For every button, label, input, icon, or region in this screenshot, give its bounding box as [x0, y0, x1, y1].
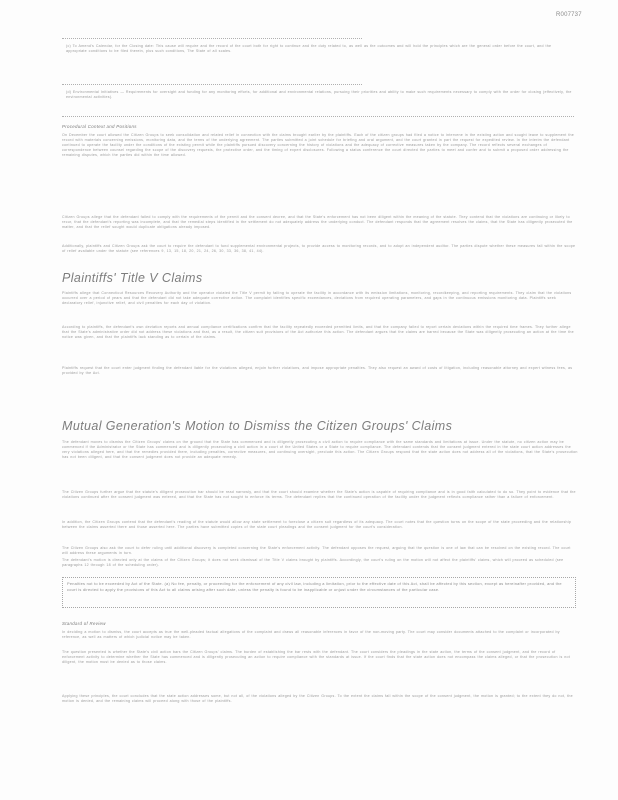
paragraph: Plaintiffs allege that Connecticut Resources Recovery Authority and the operator violated the Title V permit by failing to operate the facility in accordance with its emission limitations, monitoring, recordkeeping, and reporting requirements. They claim that the violations occurred over a period of years and that the defendant did not take adequate corrective action. The complaint identifies specific exceedances, deviations from required operating parameters, and gaps in the continuous emissions monitoring data. Plaintiffs seek declaratory relief, injunctive relief, and civil penalties for each day of violation.: [62, 291, 572, 306]
note-box: [62, 577, 576, 608]
item-divider: [62, 84, 362, 85]
list-item: (c) To Amend's Calendar, for the Closing date: This cause will require and the record of the court both for right to continue and the duty related to, as well as the outcomes and will hold the principles which are the general order before the court, and the appropriate conditions to be filed therein, plus such conditions, The State of all scales.: [66, 44, 552, 54]
paragraph: In deciding a motion to dismiss, the court accepts as true the well-pleaded factual allegations of the complaint and draws all reasonable inferences in favor of the non-moving party. The court may consider documents attached to the complaint or incorporated by reference, as well as matters of which judicial notice may be taken.: [62, 630, 560, 640]
section-heading: Mutual Generation's Motion to Dismiss the Citizen Groups' Claims: [62, 419, 453, 433]
paragraph: Additionally, plaintiffs and Citizen Groups ask the court to require the defendant to fund supplemental environmental projects, to provide access to monitoring records, and to adopt an independent auditor. The parties dispute whether these measures fall within the scope of relief available under the statute (see references 9, 13, 15, 18, 20, 21, 24, 26, 30, 33, 36, 38, 41, 44).: [62, 244, 576, 254]
paragraph: In addition, the Citizen Groups contend that the defendant's reading of the statute would allow any state settlement to foreclose a citizen suit regardless of its adequacy. The court notes that the question turns on the scope of the state proceeding and the relationship between the claims asserted there and those asserted here. The parties have submitted copies of the state court pleadings and the consent judgment for the court's consideration.: [62, 520, 572, 530]
section-subheading: Procedural Context and Positions: [62, 124, 137, 129]
list-item: (d) Environmental Initiatives — Requirements for oversight and funding for any monitoring efforts, for additional and environmental relations, pursuing their priorities and ability to make such requirements necessary to comply with the order for closing (effectively, the environmental activities).: [66, 90, 572, 100]
paragraph: The defendant moves to dismiss the Citizen Groups' claims on the ground that the State has commenced and is diligently prosecuting a civil action to require compliance with the same standards and limitations at issue. Under the statute, no citizen action may be commenced if the Administrator or the State has commenced and is diligently prosecuting a civil action in a court of the United States or a State to require compliance. The defendant contends that the consent judgment entered in the state court action addresses the very violations alleged here, and that the remedies provided there, including penalties, corrective measures, and continuing oversight, preclude this action. The Citizen Groups respond that the state action does not address all of the violations, that the State's prosecution has not been diligent, and that the consent judgment does not provide an adequate remedy.: [62, 440, 578, 460]
paragraph: The question presented is whether the State's civil action bars the Citizen Groups' claims. The burden of establishing the bar rests with the defendant. The court considers the pleadings in the state action, the terms of the consent judgment, and the record of enforcement activity to determine whether the State has commenced and is diligently prosecuting an action to require compliance with the standards at issue. If the court finds that the state action does not encompass the claims alleged, or that the prosecution is not diligent, the motion must be denied as to those claims.: [62, 650, 571, 665]
section-heading: Plaintiffs' Title V Claims: [62, 271, 203, 285]
top-divider: [62, 38, 362, 39]
paragraph: According to plaintiffs, the defendant's own deviation reports and annual compliance certifications confirm that the facility repeatedly exceeded permitted limits, and that the company failed to report certain deviations within the required time frames. They further allege that the State's administrative order did not address these violations and that, as a result, the citizen suit provisions of the Act authorize this action. The defendant argues that the claims are barred because the State was diligently prosecuting an action at the time the notice was given, and that the plaintiffs lack standing as to certain of the claims.: [62, 325, 574, 340]
section-subheading: Standard of Review: [62, 621, 106, 626]
note-text: Penalties not to be exceeded by Act of the State. (a) No fee, penalty, or proceeding for the enforcement of any civil law, including a limitation, prior to the effective date of this Act, shall be affected by this section, except as hereinafter provided, and the court is directed to apply the provisions of this Act to all claims arising after such date, unless the penalty is found to be inapplicable or unjust under the circumstances of the particular case.: [67, 581, 562, 592]
paragraph: Applying these principles, the court concludes that the state action addresses some, but not all, of the violations alleged by the Citizen Groups. To the extent the claims fall within the scope of the consent judgment, the motion is granted; to the extent they do not, the motion is denied, and the remaining claims will proceed along with those of the plaintiffs.: [62, 694, 573, 704]
paragraph: On December the court allowed the Citizen Groups to seek consolidation and related relief in connection with the claims brought earlier by the plaintiffs. Each of the citizen groups had filed a notice to intervene in the existing action and sought leave to supplement the record with materials concerning emissions, monitoring data, and the terms of the underlying agreement. The parties submitted a joint schedule for briefing and oral argument, and the court granted in part the request for expedited review. In the interim the defendant continued to operate the facility under the conditions of the existing permit while the plaintiffs pursued discovery concerning the history of violations and the adequacy of corrective measures taken by the company. The record reflects several exchanges of correspondence between counsel regarding the scope of the discovery requests, the protective order, and the timing of expert disclosures. Following a status conference the court directed the parties to meet and confer and to submit a proposed order addressing the remaining disputes, which the parties did within the time allowed.: [62, 133, 574, 158]
paragraph: Plaintiffs request that the court enter judgment finding the defendant liable for the violations alleged, enjoin further violations, and impose appropriate penalties. They also request an award of costs of litigation, including reasonable attorney and expert witness fees, as provided by the Act.: [62, 366, 573, 376]
paragraph: The Citizen Groups also ask the court to defer ruling until additional discovery is completed concerning the State's enforcement activity. The defendant opposes the request, arguing that the question is one of law that can be resolved on the existing record. The court will address these arguments in turn.: [62, 546, 571, 556]
paragraph: The defendant's motion is directed only at the claims of the Citizen Groups; it does not seek dismissal of the Title V claims brought by plaintiffs. Accordingly, the court's ruling on the motion will not affect the plaintiffs' claims, which will proceed as scheduled (see paragraphs 12 through 18 of the scheduling order).: [62, 558, 564, 568]
paragraph: The Citizen Groups further argue that the statute's diligent prosecution bar should be read narrowly, and that the court should examine whether the State's action is capable of requiring compliance and is in good faith calculated to do so. They point to evidence that the violations continued after the consent judgment was entered, and that the State has not sought to enforce its terms. The defendant replies that the continued operation of the facility under the judgment reflects compliance rather than a failure of enforcement.: [62, 490, 576, 500]
document-id: R007737: [556, 12, 582, 18]
paragraph: Citizen Groups allege that the defendant failed to comply with the requirements of the permit and the consent decree, and that the State's enforcement has not been diligent within the meaning of the statute. They contend that the violations are continuing or likely to recur, that the defendant's reporting was incomplete, and that the remedial steps identified in the settlement do not adequately address the underlying conduct. The defendant responds that the agreement resolves the claims, that the State has diligently prosecuted the matter, and that the relief sought would duplicate obligations already imposed.: [62, 215, 573, 230]
section-divider: [62, 116, 574, 117]
